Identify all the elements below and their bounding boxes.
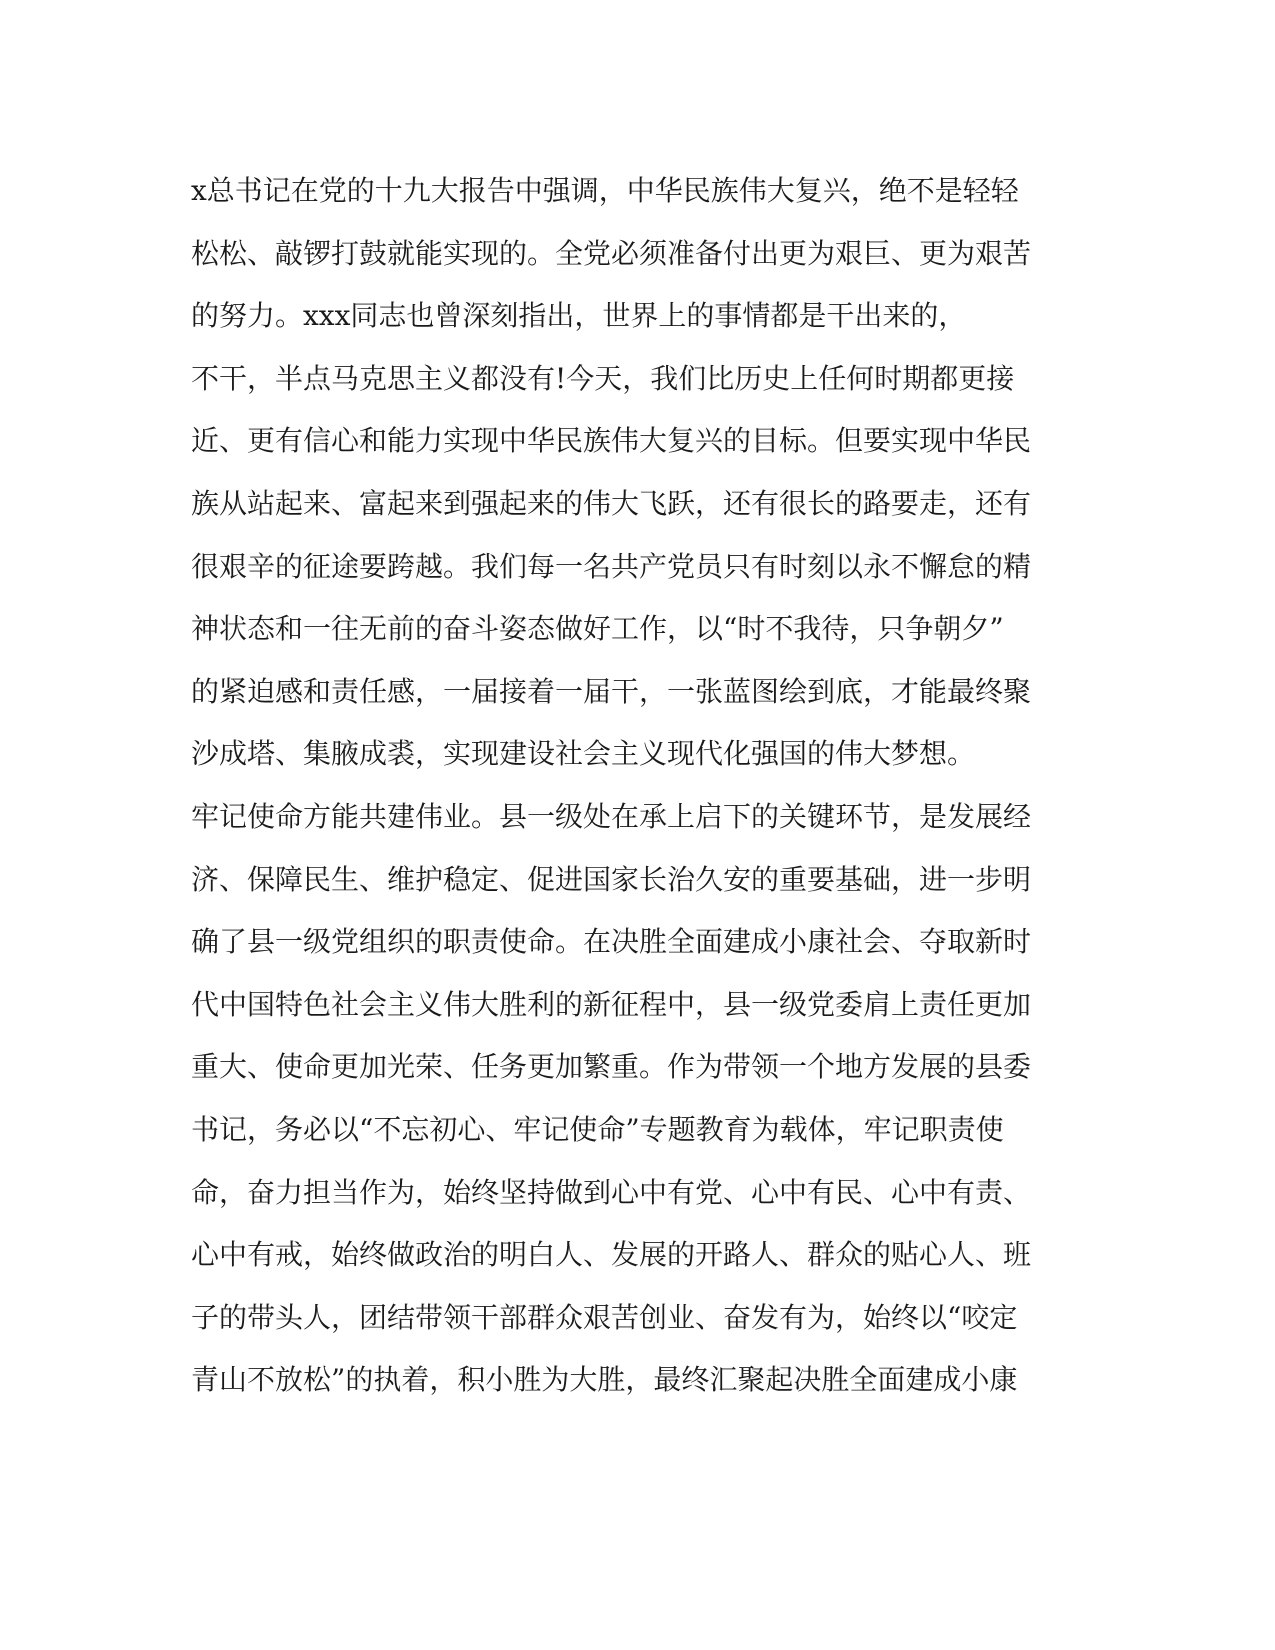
text-line: x总书记在党的十九大报告中强调，中华民族伟大复兴，绝不是轻轻: [191, 174, 1019, 207]
text-line: 神状态和一往无前的奋斗姿态做好工作，以“时不我待，只争朝夕”: [191, 612, 1004, 646]
text-line: 的努力。xxx同志也曾深刻指出，世界上的事情都是干出来的，: [191, 299, 967, 333]
text-line: 确了县一级党组织的职责使命。在决胜全面建成小康社会、夺取新时: [191, 925, 1032, 959]
text-line: 重大、使命更加光荣、任务更加繁重。作为带领一个地方发展的县委: [191, 1050, 1032, 1084]
text-line: 近、更有信心和能力实现中华民族伟大复兴的目标。但要实现中华民: [191, 424, 1032, 458]
text-line: 代中国特色社会主义伟大胜利的新征程中，县一级党委肩上责任更加: [191, 987, 1032, 1021]
text-line: 族从站起来、富起来到强起来的伟大飞跃，还有很长的路要走，还有: [191, 486, 1032, 520]
text-line: 松松、敲锣打鼓就能实现的。全党必须准备付出更为艰巨、更为艰苦: [191, 236, 1032, 270]
text-line: 济、保障民生、维护稳定、促进国家长治久安的重要基础，进一步明: [191, 862, 1032, 896]
text-line: 子的带头人，团结带领干部群众艰苦创业、奋发有为，始终以“咬定: [191, 1300, 1018, 1334]
text-line: 不干，半点马克思主义都没有!今天，我们比历史上任何时期都更接: [191, 361, 1015, 395]
text-line: 青山不放松”的执着，积小胜为大胜，最终汇聚起决胜全面建成小康: [191, 1363, 1018, 1397]
text-line: 沙成塔、集腋成裘，实现建设社会主义现代化强国的伟大梦想。: [191, 737, 976, 771]
text-line: 书记，务必以“不忘初心、牢记使命”专题教育为载体，牢记职责使: [191, 1112, 1004, 1146]
text-line: 的紧迫感和责任感，一届接着一届干，一张蓝图绘到底，才能最终聚: [191, 674, 1032, 708]
text-line: 心中有戒，始终做政治的明白人、发展的开路人、群众的贴心人、班: [191, 1238, 1032, 1272]
text-line: 命，奋力担当作为，始终坚持做到心中有党、心中有民、心中有责、: [191, 1175, 1032, 1209]
body-text: [191, 160, 1091, 1412]
text-line: 很艰辛的征途要跨越。我们每一名共产党员只有时刻以永不懈怠的精: [191, 549, 1032, 583]
text-line: 牢记使命方能共建伟业。县一级处在承上启下的关键环节，是发展经: [191, 799, 1032, 833]
